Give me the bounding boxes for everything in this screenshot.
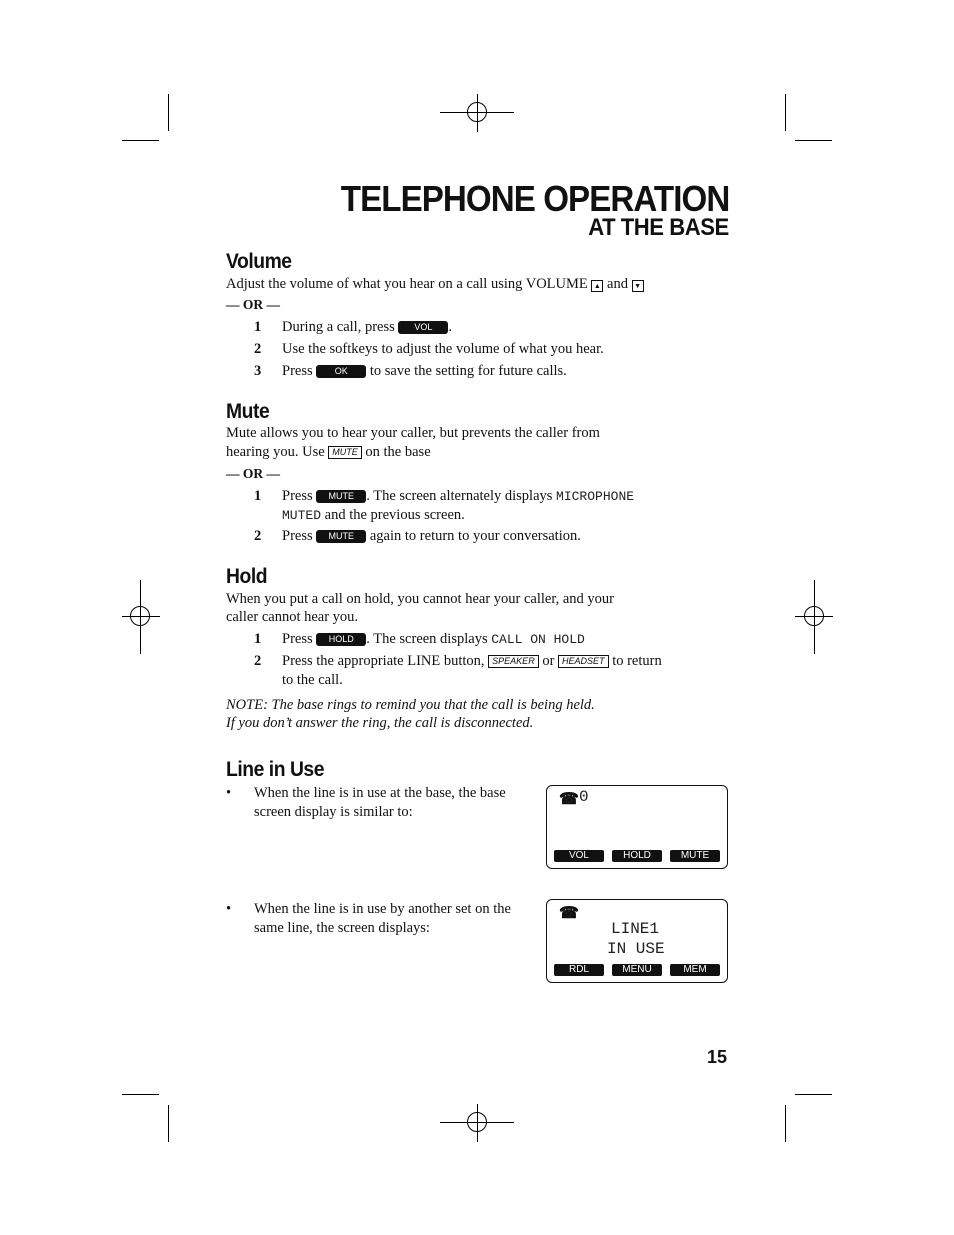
headset-button-label: HEADSET (558, 655, 609, 668)
crop-mark (785, 94, 786, 131)
volume-intro: Adjust the volume of what you hear on a call using VOLUME ▲ and ▼ (226, 275, 644, 294)
phone-icon: ☎ (559, 791, 579, 808)
hold-step: 1 Press HOLD . The screen displays CALL ON HOLD (254, 631, 585, 647)
crop-mark (122, 1094, 159, 1095)
hold-intro-line2: caller cannot hear you. (226, 609, 359, 625)
mute-softkey: MUTE (316, 490, 366, 503)
lcd-softkey-menu: MENU (612, 964, 662, 976)
lcd-softkey-vol: VOL (554, 850, 604, 862)
volume-step: 2 Use the softkeys to adjust the volume of what you hear. (254, 341, 604, 357)
lcd-screen-base-in-use (546, 785, 728, 869)
mute-intro-line1: Mute allows you to hear your caller, but prevents the caller from (226, 425, 600, 441)
hold-note-line2: If you don’t answer the ring, the call is disconnected. (226, 715, 534, 731)
lcd-softkey-hold: HOLD (612, 850, 662, 862)
crop-mark (785, 1105, 786, 1142)
crop-mark (168, 1105, 169, 1142)
hold-step: 2 Press the appropriate LINE button, SPEAKER or HEADSET to return to the call. (254, 653, 662, 688)
mute-button-label: MUTE (328, 446, 362, 459)
ok-softkey: OK (316, 365, 366, 378)
volume-down-icon: ▼ (632, 280, 644, 292)
hold-note-line1: NOTE: The base rings to remind you that the call is being held. (226, 697, 595, 713)
volume-step: 3 Press OK to save the setting for future calls. (254, 363, 567, 379)
page-subtitle: AT THE BASE (588, 214, 729, 241)
or-separator: — OR — (226, 466, 280, 481)
mute-heading: Mute (226, 400, 270, 423)
lcd-screen-other-set-in-use (546, 899, 728, 983)
volume-up-icon: ▲ (591, 280, 603, 292)
speaker-button-label: SPEAKER (488, 655, 539, 668)
mute-softkey: MUTE (316, 530, 366, 543)
mute-intro-line2: hearing you. Use MUTE on the base (226, 444, 431, 460)
lcd-softkey-mem: MEM (670, 964, 720, 976)
lcd-line: IN USE (607, 940, 665, 958)
phone-icon: ☎ (559, 905, 579, 922)
lcd-softkey-mute: MUTE (670, 850, 720, 862)
volume-step: 1 During a call, press VOL . (254, 319, 452, 335)
mute-step: 2 Press MUTE again to return to your conversation. (254, 528, 581, 544)
lcd-line: LINE1 (611, 920, 660, 938)
crop-mark (168, 94, 169, 131)
vol-softkey: VOL (398, 321, 448, 334)
hold-heading: Hold (226, 565, 268, 588)
page-number: 15 (706, 1047, 727, 1067)
crop-mark (795, 140, 832, 141)
crop-mark (795, 1094, 832, 1095)
volume-heading: Volume (226, 250, 292, 273)
list-item: • When the line is in use at the base, the base screen display is similar to: (226, 785, 506, 820)
or-separator: — OR — (226, 297, 280, 312)
hold-intro-line1: When you put a call on hold, you cannot hear your caller, and your (226, 591, 614, 607)
line-in-use-heading: Line in Use (226, 758, 325, 781)
mute-step: 1 Press MUTE . The screen alternately displays MICROPHONE MUTED and the previous screen. (254, 488, 635, 523)
lcd-softkey-rdl: RDL (554, 964, 604, 976)
list-item: • When the line is in use by another set on the same line, the screen displays: (226, 901, 511, 936)
lcd-line: 0 (579, 788, 589, 806)
crop-mark (122, 140, 159, 141)
page-title: TELEPHONE OPERATION (340, 178, 729, 219)
hold-softkey: HOLD (316, 633, 366, 646)
